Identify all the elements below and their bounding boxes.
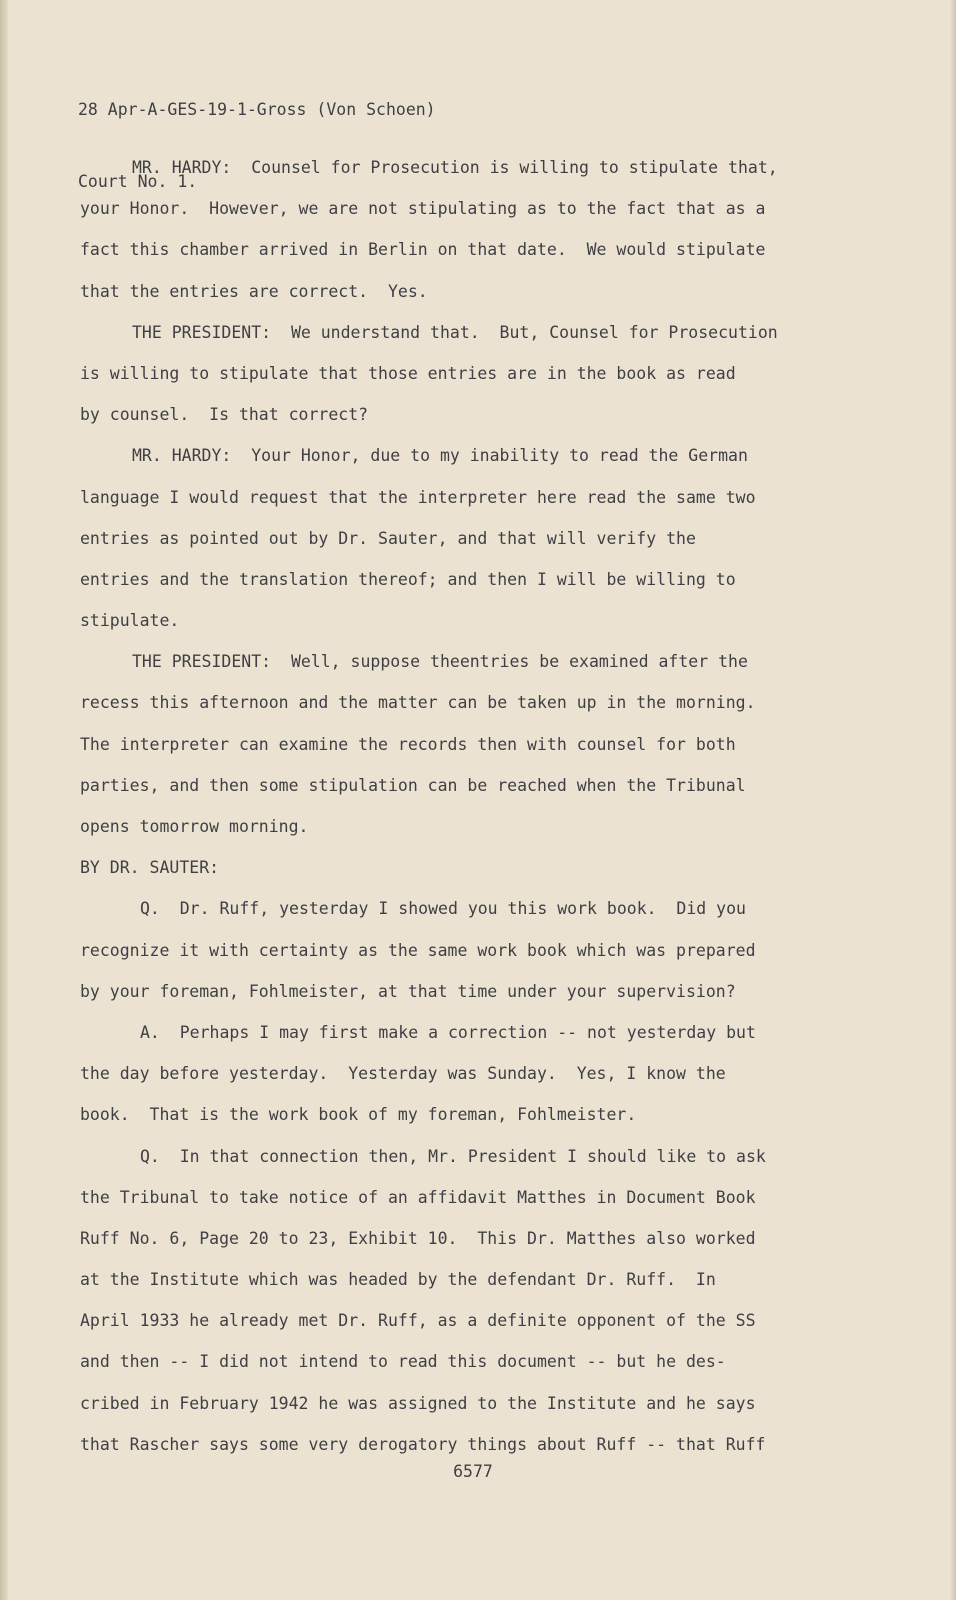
text-line: that Rascher says some very derogatory things about Ruff -- that Ruff [80,1434,766,1454]
text-line: MR. HARDY: Your Honor, due to my inability to read the German [132,446,748,466]
text-line: recess this afternoon and the matter can be taken up in the morning. [80,693,756,713]
text-line: Q. Dr. Ruff, yesterday I showed you this work book. Did you [140,899,746,919]
speaker-heading: BY DR. SAUTER: [80,858,220,878]
text-line: The interpreter can examine the records then with counsel for both [80,734,736,754]
text-line: by your foreman, Fohlmeister, at that time under your supervision? [80,981,736,1001]
text-line: A. Perhaps I may first make a correction -- not yesterday but [140,1022,756,1042]
text-line: Q. In that connection then, Mr. President I should like to ask [140,1146,766,1166]
text-line: THE PRESIDENT: Well, suppose theentries be examined after the [132,652,748,672]
text-line: THE PRESIDENT: We understand that. But, Counsel for Prosecution [132,322,778,342]
text-line: stipulate. [80,611,180,631]
text-line: and then -- I did not intend to read this document -- but he des- [80,1352,726,1372]
text-line: is willing to stipulate that those entries are in the book as read [80,363,736,383]
header-line-2: Court No. 1. [78,172,198,191]
text-line: opens tomorrow morning. [80,817,309,836]
text-line: entries as pointed out by Dr. Sauter, and that will verify the [80,528,696,548]
text-line: recognize it with certainty as the same work book which was prepared [80,940,756,960]
text-line: fact this chamber arrived in Berlin on that date. We would stipulate [80,240,766,260]
transcript-body [80,147,800,1465]
text-line: at the Institute which was headed by the defendant Dr. Ruff. In [80,1270,716,1290]
page-number: 6577 [453,1462,493,1481]
header-line-1: 28 Apr-A-GES-19-1-Gross (Von Schoen) [78,100,436,119]
text-line: MR. HARDY: Counsel for Prosecution is willing to stipulate that, [132,158,778,177]
text-line: parties, and then some stipulation can be reached when the Tribunal [80,775,746,795]
text-line: April 1933 he already met Dr. Ruff, as a definite opponent of the SS [80,1311,756,1331]
page-right-edge [950,0,956,1600]
text-line: Ruff No. 6, Page 20 to 23, Exhibit 10. This Dr. Matthes also worked [80,1228,756,1248]
text-line: entries and the translation thereof; and then I will be willing to [80,569,736,589]
text-line: cribed in February 1942 he was assigned to the Institute and he says [80,1393,756,1413]
text-line: the day before yesterday. Yesterday was Sunday. Yes, I know the [80,1064,726,1084]
text-line: that the entries are correct. Yes. [80,281,428,301]
text-line: by counsel. Is that correct? [80,405,369,425]
text-line: the Tribunal to take notice of an affidavit Matthes in Document Book [80,1187,756,1207]
text-line: your Honor. However, we are not stipulating as to the fact that as a [80,199,766,219]
page-left-edge [0,0,8,1600]
text-line: book. That is the work book of my foreman, Fohlmeister. [80,1105,637,1125]
text-line: language I would request that the interpreter here read the same two [80,487,756,507]
